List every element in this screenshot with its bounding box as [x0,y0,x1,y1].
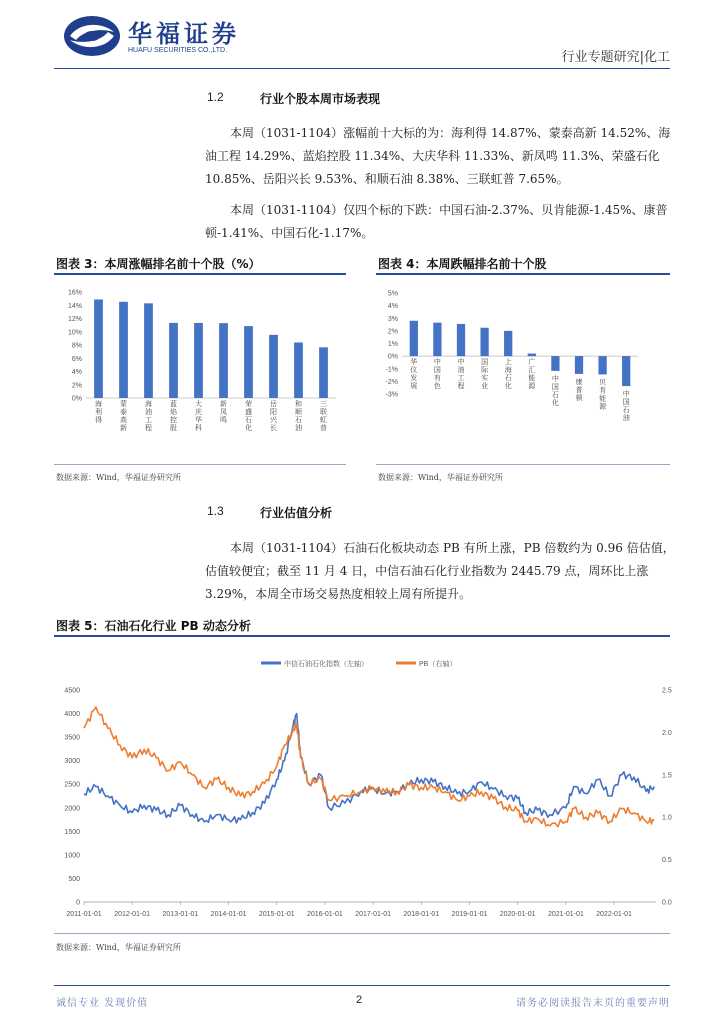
y-tick-label: 16% [67,289,82,297]
figure-rule [54,635,670,637]
bar [504,331,512,356]
bar [294,342,303,398]
y-tick-label: 2% [387,328,398,336]
y-left-tick-label: 3000 [64,758,80,766]
figure-title: 图表 5：石油石化行业 PB 动态分析 [56,619,251,633]
y-left-tick-label: 4500 [64,687,80,695]
y-left-tick-label: 4000 [64,711,80,719]
category-label: 和顺石油 [295,400,302,432]
y-tick-label: 5% [387,290,398,298]
data-source: 数据来源：Wind，华福证券研究所 [56,943,181,952]
figure-title: 图表 3：本周涨幅排名前十个股（%） [56,257,261,271]
chart-svg [56,280,346,460]
bar [144,303,153,398]
paragraph: 本周（1031-1104）石油石化板块动态 PB 有所上涨，PB 倍数约为 0.96 倍估值，估值较便宜；截至 11 月 4 日，中信石油石化行业指数为 2445.79 点，周环比上涨 3.29%，本周全市场交易热度相较上周有所提升。 [205,541,675,601]
legend-label: PB（右轴） [419,661,457,668]
footer-disclaimer: 请务必阅读报告末页的重要声明 [516,998,670,1009]
category-label: 蓝焰控股 [170,400,177,432]
category-label: 荣盛石化 [245,400,252,432]
bar [219,323,228,398]
y-tick-label: 8% [71,342,82,350]
bar [410,321,418,356]
y-right-tick-label: 0.0 [662,899,672,907]
bar [433,323,441,356]
report-type: 行业专题研究|化工 [561,50,670,65]
y-tick-label: 10% [67,329,82,337]
category-label: 康普顿 [575,377,583,402]
category-label: 岳阳兴长 [270,400,277,432]
y-tick-label: 6% [71,355,82,363]
bar-chart-gainers [56,280,346,460]
page-number: 2 [356,994,363,1006]
bar [169,323,178,398]
bar [457,324,465,356]
bar [194,323,203,398]
y-tick-label: 2% [71,382,82,390]
category-label: 三联虹普 [320,400,327,432]
section-title: 行业个股本周市场表现 [260,92,381,106]
x-tick-label: 2017-01-01 [355,911,392,918]
figure-bottom-rule [54,933,670,934]
x-tick-label: 2016-01-01 [306,911,343,918]
section-title: 行业估值分析 [260,506,333,520]
bar [94,299,103,398]
y-tick-label: 12% [67,316,82,323]
paragraph: 本周（1031-1104）涨幅前十大标的为：海利得 14.87%、蒙泰高新 14.52%、海油工程 14.29%、蓝焰控股 11.34%、大庆华科 11.33%、新凤鸣 11.3%、荣盛石化 10.85%、岳阳兴长 9.53%、和顺石油 8.38%、三联虹普 7.65%。 [205,126,671,186]
footer-divider [54,985,670,986]
x-tick-label: 2011-01-01 [66,911,102,918]
y-left-tick-label: 0 [76,899,80,907]
category-label: 上海石化 [504,358,512,391]
y-left-tick-label: 3500 [64,734,80,742]
series-line-index [84,714,654,823]
figure-rule [376,273,670,275]
bar-chart-losers [378,280,668,460]
x-tick-label: 2022-01-01 [596,911,632,918]
bar [244,326,253,398]
y-right-tick-label: 1.0 [662,814,672,822]
bar [269,335,278,398]
bar [528,354,536,357]
figure-title: 图表 4：本周跌幅排名前十个股 [378,257,547,271]
y-tick-label: 4% [387,303,398,311]
category-label: 国际实业 [481,358,489,391]
data-source: 数据来源：Wind，华福证券研究所 [378,473,503,482]
x-tick-label: 2018-01-01 [403,911,440,918]
paragraph: 本周（1031-1104）仅四个标的下跌：中国石油-2.37%、贝肯能源-1.45%、康普顿-1.41%、中国石化-1.17%。 [205,203,668,240]
bar [598,356,606,374]
figure-bottom-rule [376,464,670,465]
y-left-tick-label: 1500 [64,828,80,836]
chart-svg [378,280,668,460]
x-tick-label: 2015-01-01 [258,911,295,918]
y-right-tick-label: 2.5 [662,687,672,695]
y-tick-label: 3% [387,315,398,323]
series-line-pb [84,707,654,827]
y-right-tick-label: 2.0 [662,729,672,737]
y-right-tick-label: 1.5 [662,772,672,780]
x-tick-label: 2019-01-01 [451,911,488,918]
x-tick-label: 2013-01-01 [162,911,199,918]
y-tick-label: 14% [67,302,82,310]
logo-emblem-icon [62,12,124,60]
category-label: 中国石化 [551,374,559,407]
y-tick-label: -3% [385,391,398,399]
category-label: 中国石油 [622,390,630,423]
y-left-tick-label: 2500 [64,781,80,789]
bar [575,356,583,374]
header-divider [54,68,670,69]
x-tick-label: 2014-01-01 [210,911,247,918]
bar [319,347,328,398]
category-label: 海利得 [95,400,102,424]
bar [480,328,488,356]
line-chart-pb [56,650,670,925]
y-tick-label: 0% [71,395,82,403]
bar [622,356,630,386]
chart-svg [56,650,670,925]
x-tick-label: 2020-01-01 [499,911,536,918]
x-tick-label: 2012-01-01 [114,911,151,918]
y-tick-label: 1% [387,341,398,348]
category-label: 海油工程 [145,400,152,432]
category-label: 中油工程 [457,358,465,391]
bar [551,356,559,371]
figure-bottom-rule [54,464,346,465]
y-left-tick-label: 1000 [64,852,80,860]
category-label: 大庆华科 [195,400,202,432]
brand-name-cn: 华福证券 [128,20,240,48]
y-tick-label: -1% [385,366,398,374]
category-label: 中国有色 [433,358,441,391]
category-label: 华仪发展 [410,358,418,391]
data-source: 数据来源：Wind，华福证券研究所 [56,473,181,482]
category-label: 广汇能源 [528,358,536,391]
y-left-tick-label: 500 [68,875,80,883]
section-number: 1.2 [207,90,224,104]
legend-label: 中信石油石化指数（左轴） [284,661,368,668]
footer-slogan: 诚信专业 发现价值 [56,998,149,1009]
x-tick-label: 2021-01-01 [547,911,584,918]
category-label: 贝肯能源 [599,378,607,411]
brand-name-en: HUAFU SECURITIES CO.,LTD. [128,47,228,54]
y-right-tick-label: 0.5 [662,857,672,865]
y-left-tick-label: 2000 [64,805,80,813]
section-number: 1.3 [207,504,224,518]
y-tick-label: 4% [71,369,82,376]
bar [119,302,128,398]
y-tick-label: 0% [387,353,398,361]
figure-rule [54,273,346,275]
company-logo [62,12,252,60]
category-label: 蒙泰高新 [120,400,127,432]
category-label: 新凤鸣 [220,400,227,424]
y-tick-label: -2% [385,378,398,386]
